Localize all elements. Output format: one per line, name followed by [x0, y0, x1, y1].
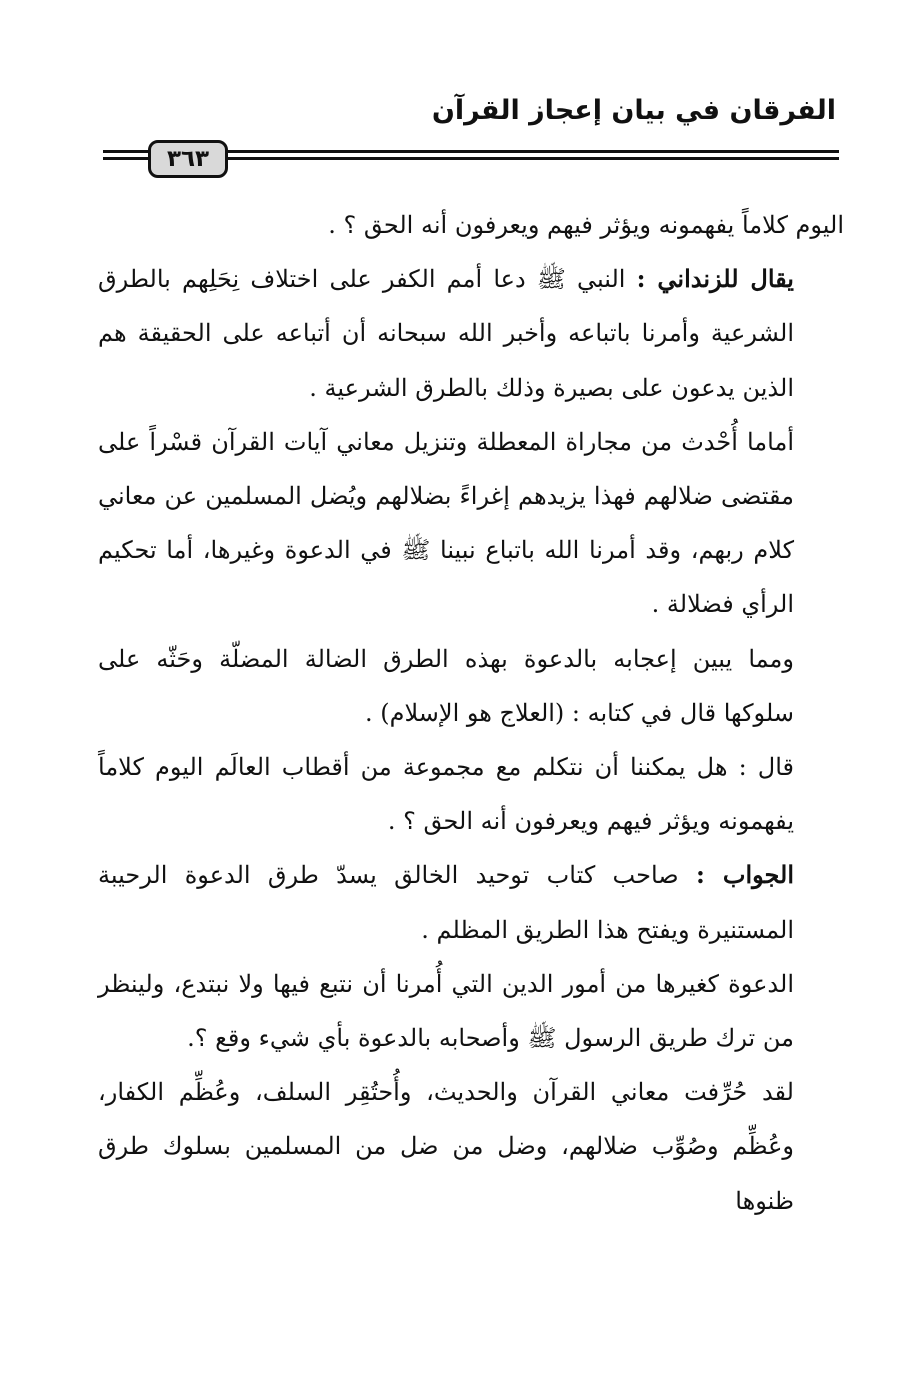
header-rule-line — [223, 157, 839, 160]
header-rule — [103, 140, 839, 185]
paragraph-lead: يقال للزنداني : — [636, 264, 794, 294]
paragraph: قال : هل يمكننا أن نتكلم مع مجموعة من أقطاب العالَم اليوم كلاماً يفهمونه ويؤثر فيهم ويعرفون أنه الحق ؟ . — [98, 753, 794, 836]
paragraph: أماما أُحْدث من مجاراة المعطلة وتنزيل معاني آيات القرآن قسْراً على مقتضى ضلالهم فهذا يزيدهم إغراءً بضلالهم ويُضل المسلمين عن معاني كلام ربهم، وقد أمرنا الله باتباع نبينا ﷺ في الدعوة وغيرها، أما تحكيم الرأي فضلالة . — [98, 427, 794, 619]
paragraph-lead: الجواب : — [695, 860, 794, 890]
paragraph: الدعوة كغيرها من أمور الدين التي أُمرنا أن نتبع فيها ولا نبتدع، ولينظر من ترك طريق الرسول ﷺ وأصحابه بالدعوة بأي شيء وقع ؟. — [98, 969, 794, 1053]
body-text — [98, 198, 844, 1228]
paragraph-text: صاحب كتاب توحيد الخالق يسدّ طرق الدعوة الرحيبة المستنيرة ويفتح هذا الطريق المظلم . — [98, 861, 794, 944]
paragraph: ومما يبين إعجابه بالدعوة بهذه الطرق الضالة المضلّة وحَثّه على سلوكها قال في كتابه : (العلاج هو الإسلام) . — [98, 644, 794, 727]
page-number: ٣٦٣ — [148, 140, 228, 178]
paragraph — [98, 848, 844, 956]
header-rule-line — [103, 157, 153, 160]
paragraph — [98, 252, 844, 415]
running-title: الفرقان في بيان إعجاز القرآن — [431, 95, 836, 126]
header-rule-line — [103, 150, 153, 153]
paragraph: اليوم كلاماً يفهمونه ويؤثر فيهم ويعرفون أنه الحق ؟ . — [328, 211, 844, 239]
paragraph: لقد حُرِّفت معاني القرآن والحديث، وأُحتُقِر السلف، وعُظِّم الكفار، وعُظِّم وصُوِّب ضلالهم، وضل من ضل من المسلمين بسلوك طرق ظنوها — [98, 1078, 794, 1215]
paragraph-text: النبي ﷺ دعا أمم الكفر على اختلاف نِحَلِهم بالطرق الشرعية وأمرنا باتباعه وأخبر الله سبحانه أن أتباعه على الحقيقة هم الذين يدعون على بصيرة وذلك بالطرق الشرعية . — [98, 265, 794, 402]
header-rule-line — [223, 150, 839, 153]
